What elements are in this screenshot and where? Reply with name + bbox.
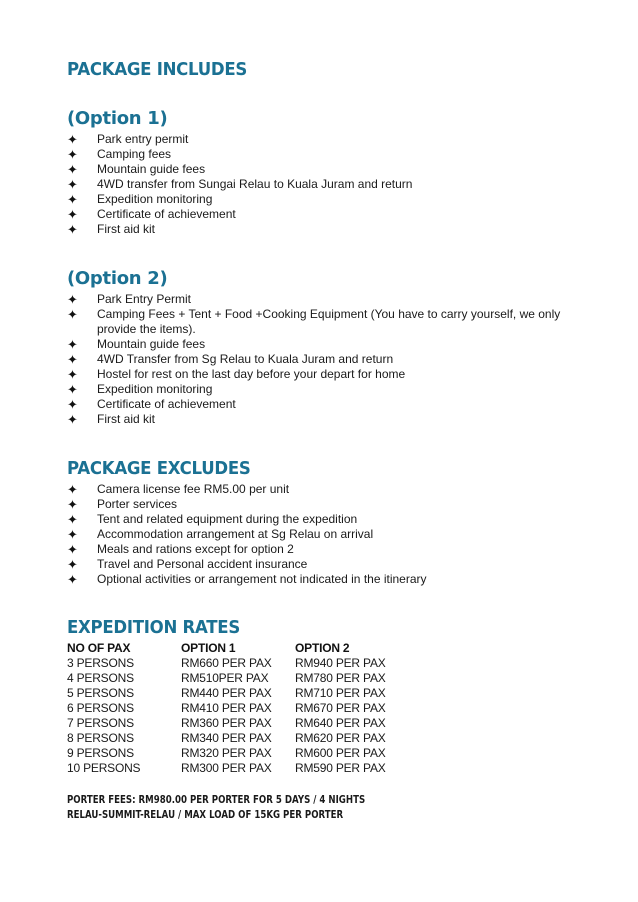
option1-title: (Option 1) <box>67 108 168 129</box>
bullet-star-icon: ✦ <box>67 162 78 177</box>
bullet-star-icon: ✦ <box>67 572 78 587</box>
table-row <box>67 731 386 746</box>
table-cell: RM590 PER PAX <box>295 761 386 775</box>
table-cell: RM600 PER PAX <box>295 746 386 760</box>
bullet-star-icon: ✦ <box>67 557 78 572</box>
table-row <box>67 761 386 776</box>
rates-table <box>67 641 386 776</box>
list-item <box>67 292 577 307</box>
rates-header-row <box>67 641 386 656</box>
list-item <box>67 222 577 237</box>
list-item-text: 4WD transfer from Sungai Relau to Kuala Juram and return <box>97 177 413 191</box>
header-option1: OPTION 1 <box>181 641 236 655</box>
list-item-text: Certificate of achievement <box>97 207 236 221</box>
list-item <box>67 192 577 207</box>
bullet-star-icon: ✦ <box>67 397 78 412</box>
bullet-star-icon: ✦ <box>67 352 78 367</box>
list-item-text: Camping fees <box>97 147 172 161</box>
porter-fees-line2: RELAU-SUMMIT-RELAU / MAX LOAD OF 15KG PER PORTER <box>67 809 344 821</box>
table-row <box>67 686 386 701</box>
option2-list <box>67 292 577 427</box>
list-item-text: Camping Fees + Tent + Food +Cooking Equipment (You have to carry yourself, we only provide the items). <box>97 307 561 336</box>
list-item <box>67 132 577 147</box>
table-cell: RM320 PER PAX <box>181 746 272 760</box>
porter-fees-line1: PORTER FEES: RM980.00 PER PORTER FOR 5 DAYS / 4 NIGHTS <box>67 794 366 806</box>
table-cell: RM440 PER PAX <box>181 686 272 700</box>
table-row <box>67 656 386 671</box>
table-cell: RM300 PER PAX <box>181 761 272 775</box>
table-cell: 9 PERSONS <box>67 746 134 760</box>
bullet-star-icon: ✦ <box>67 542 78 557</box>
option1-list <box>67 132 577 237</box>
list-item-text: Certificate of achievement <box>97 397 236 411</box>
list-item-text: First aid kit <box>97 412 156 426</box>
table-cell: 6 PERSONS <box>67 701 134 715</box>
list-item <box>67 512 577 527</box>
list-item-text: Camera license fee RM5.00 per unit <box>97 482 290 496</box>
list-item-text: Park entry permit <box>97 132 189 146</box>
list-item-text: First aid kit <box>97 222 156 236</box>
table-row <box>67 716 386 731</box>
list-item-text: Porter services <box>97 497 178 511</box>
table-cell: RM670 PER PAX <box>295 701 386 715</box>
bullet-star-icon: ✦ <box>67 177 78 192</box>
list-item-text: Mountain guide fees <box>97 337 206 351</box>
header-pax: NO OF PAX <box>67 641 131 655</box>
bullet-star-icon: ✦ <box>67 367 78 382</box>
bullet-star-icon: ✦ <box>67 527 78 542</box>
table-cell: RM620 PER PAX <box>295 731 386 745</box>
header-option2: OPTION 2 <box>295 641 350 655</box>
list-item-text: Accommodation arrangement at Sg Relau on arrival <box>97 527 374 541</box>
table-cell: RM410 PER PAX <box>181 701 272 715</box>
list-item <box>67 207 577 222</box>
rates-body <box>67 656 386 776</box>
list-item <box>67 572 577 587</box>
bullet-star-icon: ✦ <box>67 222 78 237</box>
list-item-text: 4WD Transfer from Sg Relau to Kuala Juram and return <box>97 352 394 366</box>
list-item <box>67 527 577 542</box>
list-item <box>67 497 577 512</box>
list-item <box>67 162 577 177</box>
table-cell: RM780 PER PAX <box>295 671 386 685</box>
table-cell: RM640 PER PAX <box>295 716 386 730</box>
bullet-star-icon: ✦ <box>67 147 78 162</box>
list-item <box>67 337 577 352</box>
table-cell: RM660 PER PAX <box>181 656 272 670</box>
table-cell: 10 PERSONS <box>67 761 141 775</box>
list-item-text: Expedition monitoring <box>97 382 213 396</box>
bullet-star-icon: ✦ <box>67 192 78 207</box>
table-cell: 7 PERSONS <box>67 716 134 730</box>
list-item-text: Meals and rations except for option 2 <box>97 542 294 556</box>
package-includes-title: PACKAGE INCLUDES <box>67 59 248 80</box>
option2-title: (Option 2) <box>67 268 168 289</box>
bullet-star-icon: ✦ <box>67 307 78 322</box>
package-excludes-title: PACKAGE EXCLUDES <box>67 458 251 479</box>
bullet-star-icon: ✦ <box>67 412 78 427</box>
list-item-text: Tent and related equipment during the expedition <box>97 512 358 526</box>
bullet-star-icon: ✦ <box>67 337 78 352</box>
table-cell: RM510PER PAX <box>181 671 269 685</box>
list-item <box>67 147 577 162</box>
list-item <box>67 542 577 557</box>
list-item-text: Mountain guide fees <box>97 162 206 176</box>
list-item <box>67 482 577 497</box>
list-item <box>67 307 577 337</box>
list-item <box>67 177 577 192</box>
list-item <box>67 412 577 427</box>
table-cell: 8 PERSONS <box>67 731 134 745</box>
table-cell: 4 PERSONS <box>67 671 134 685</box>
bullet-star-icon: ✦ <box>67 482 78 497</box>
bullet-star-icon: ✦ <box>67 292 78 307</box>
list-item <box>67 397 577 412</box>
table-row <box>67 701 386 716</box>
list-item <box>67 382 577 397</box>
table-row <box>67 746 386 761</box>
list-item <box>67 352 577 367</box>
list-item-text: Optional activities or arrangement not indicated in the itinerary <box>97 572 427 586</box>
list-item-text: Park Entry Permit <box>97 292 192 306</box>
list-item <box>67 367 577 382</box>
bullet-star-icon: ✦ <box>67 497 78 512</box>
table-cell: 5 PERSONS <box>67 686 134 700</box>
expedition-rates-title: EXPEDITION RATES <box>67 617 241 638</box>
list-item-text: Travel and Personal accident insurance <box>97 557 308 571</box>
bullet-star-icon: ✦ <box>67 207 78 222</box>
bullet-star-icon: ✦ <box>67 132 78 147</box>
bullet-star-icon: ✦ <box>67 382 78 397</box>
table-cell: RM340 PER PAX <box>181 731 272 745</box>
table-cell: 3 PERSONS <box>67 656 134 670</box>
bullet-star-icon: ✦ <box>67 512 78 527</box>
table-cell: RM710 PER PAX <box>295 686 386 700</box>
list-item-text: Expedition monitoring <box>97 192 213 206</box>
table-cell: RM940 PER PAX <box>295 656 386 670</box>
table-cell: RM360 PER PAX <box>181 716 272 730</box>
list-item <box>67 557 577 572</box>
table-row <box>67 671 386 686</box>
list-item-text: Hostel for rest on the last day before your depart for home <box>97 367 406 381</box>
excludes-list <box>67 482 577 587</box>
